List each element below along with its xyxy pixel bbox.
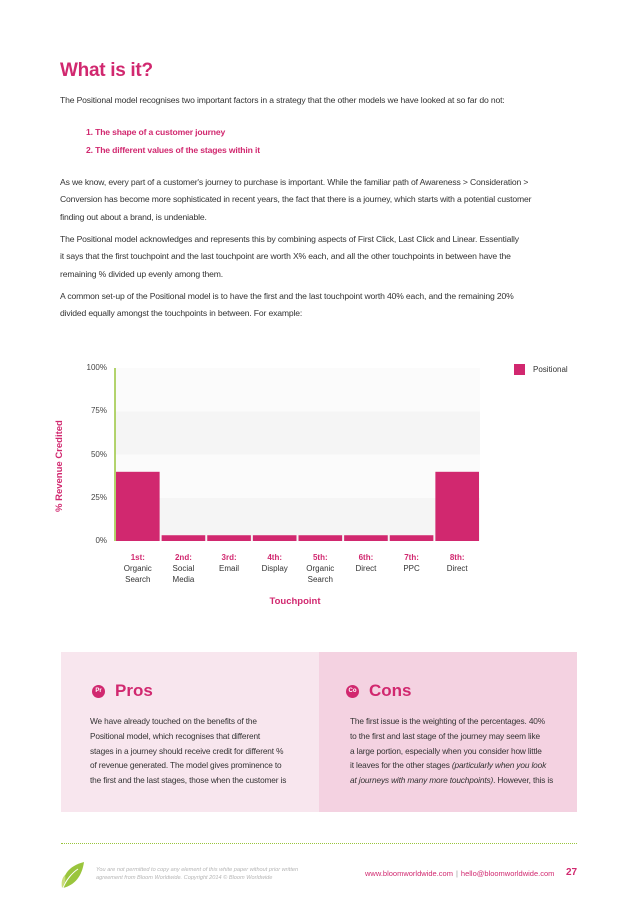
y-tick-label: 50% xyxy=(90,449,107,459)
x-tick-number: 8th: xyxy=(449,553,465,562)
grid-band xyxy=(115,368,480,411)
cons-line: it leaves for the other stages (particularly when you look xyxy=(350,760,547,771)
bar-1 xyxy=(116,472,160,541)
cons-header xyxy=(346,681,412,701)
pros-line: of revenue generated. The model gives prominence to xyxy=(90,760,282,771)
x-tick-text: Email xyxy=(219,564,240,573)
chart-legend xyxy=(514,364,568,375)
cons-line: to the first and last stage of the journey may seem like xyxy=(350,730,540,741)
bar-4 xyxy=(253,535,297,541)
bar-6 xyxy=(344,535,388,541)
copyright-notice: You are not permitted to copy any element of this white paper without prior written agreement from Bloom Worldwide. Copyright 2014 © Bloom Worldwide xyxy=(96,867,299,881)
x-tick-text: Direct xyxy=(446,564,468,573)
x-axis-label: Touchpoint xyxy=(269,596,321,607)
x-tick-number: 2nd: xyxy=(174,553,192,562)
thumbs-down-icon: Co xyxy=(346,685,359,698)
x-tick-number: 4th: xyxy=(267,553,283,562)
y-tick-label: 25% xyxy=(90,492,107,502)
bar-8 xyxy=(435,472,479,541)
list-item: 2. The different values of the stages within it xyxy=(86,144,260,155)
paragraph-line: A common set-up of the Positional model is to have the first and the last touchpoint worth 40% each, and the remaining 20% xyxy=(60,291,514,301)
x-tick-text: Media xyxy=(172,575,195,584)
x-tick-label xyxy=(161,552,205,585)
x-tick-label xyxy=(435,552,479,574)
pros-text xyxy=(90,714,305,788)
pros-line: stages in a journey should receive credit for different % xyxy=(90,745,284,756)
pros-heading: Pros xyxy=(115,681,153,700)
bar-2 xyxy=(162,535,206,541)
bar-3 xyxy=(207,535,251,541)
cons-line: at journeys with many more touchpoints). However, this is xyxy=(350,775,554,786)
paragraph-line: it says that the first touchpoint and the last touchpoint are worth X% each, and all the other touchpoints in between have the xyxy=(60,251,511,262)
x-tick-label xyxy=(116,552,160,585)
footer-divider xyxy=(61,843,577,844)
pros-header xyxy=(92,681,153,701)
paragraph-line: Conversion has become more sophisticated in recent years, the fact that there is a journey, which starts with a potential customer xyxy=(60,194,532,205)
paragraph-line: The Positional model acknowledges and represents this by combining aspects of First Click, Last Click and Linear. Essentially xyxy=(60,234,519,244)
grid-band xyxy=(115,498,480,541)
leaf-logo-icon xyxy=(60,860,88,890)
x-tick-text: Direct xyxy=(355,564,377,573)
x-tick-label xyxy=(344,552,388,574)
x-tick-text: Display xyxy=(261,564,288,573)
x-tick-label xyxy=(298,552,342,585)
footer-links xyxy=(365,869,554,878)
thumbs-up-icon: Pr xyxy=(92,685,105,698)
cons-heading: Cons xyxy=(369,681,412,700)
cons-line: a large portion, especially when you consider how little xyxy=(350,745,542,756)
x-tick-number: 6th: xyxy=(358,553,374,562)
paragraph-line: finding out about a brand, is undeniable. xyxy=(60,211,207,222)
grid-band xyxy=(115,411,480,454)
x-tick-label xyxy=(207,552,251,574)
x-tick-text: Search xyxy=(307,575,333,584)
cons-line: The first issue is the weighting of the percentages. 40% xyxy=(350,716,545,726)
x-tick-label xyxy=(253,552,297,574)
pros-line: the first and the last stages, those when the customer is xyxy=(90,775,287,786)
y-tick-label: 75% xyxy=(90,406,107,416)
x-tick-text: Organic xyxy=(123,564,152,573)
paragraph-line: divided equally amongst the touchpoints in between. For example: xyxy=(60,308,303,319)
x-tick-label xyxy=(390,552,434,574)
pros-line: We have already touched on the benefits of the xyxy=(90,716,257,726)
link-separator: | xyxy=(455,869,458,878)
page-number: 27 xyxy=(566,867,578,878)
list-item: 1. The shape of a customer journey xyxy=(86,127,226,137)
grid-band xyxy=(115,455,480,498)
y-tick-label: 100% xyxy=(86,363,107,372)
email-link[interactable]: hello@bloomworldwide.com xyxy=(460,869,555,878)
legend-swatch xyxy=(514,364,525,375)
x-tick-number: 7th: xyxy=(404,553,419,562)
x-tick-text: Search xyxy=(125,575,151,584)
intro-paragraph: The Positional model recognises two important factors in a strategy that the other models we have looked at so far do not: xyxy=(60,95,505,105)
x-tick-number: 1st: xyxy=(130,553,145,562)
pros-line: Positional model, which recognises that different xyxy=(90,730,261,741)
paragraph-line: remaining % divided up evenly among them. xyxy=(60,268,223,279)
cons-text xyxy=(350,714,565,788)
x-tick-text: Organic xyxy=(306,564,335,573)
y-tick-label: 0% xyxy=(95,536,107,545)
website-link[interactable]: www.bloomworldwide.com xyxy=(365,869,453,878)
x-tick-text: PPC xyxy=(403,564,420,573)
x-tick-text: Social xyxy=(172,564,195,573)
y-axis-label: % Revenue Credited xyxy=(54,420,65,512)
bar-7 xyxy=(390,535,434,541)
paragraph-line: As we know, every part of a customer's journey to purchase is important. While the familiar path of Awareness > Consideration > xyxy=(60,177,529,187)
bar-5 xyxy=(299,535,343,541)
legend-label: Positional xyxy=(533,365,568,374)
x-tick-number: 3rd: xyxy=(221,553,237,562)
x-tick-number: 5th: xyxy=(312,553,328,562)
page-title: What is it? xyxy=(60,60,153,81)
